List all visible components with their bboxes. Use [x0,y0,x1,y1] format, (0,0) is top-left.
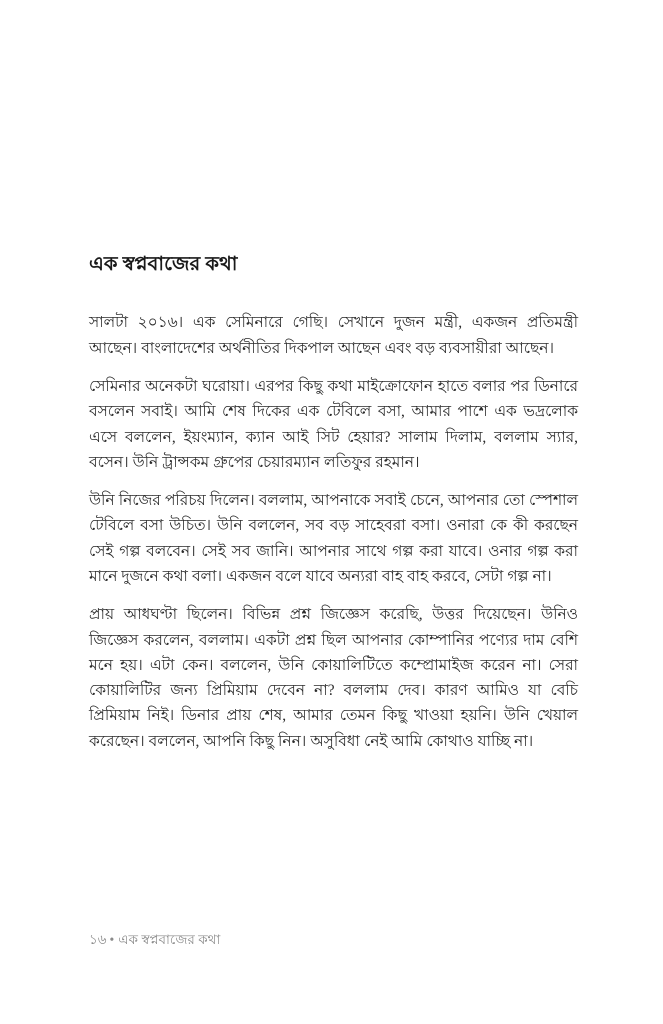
body-paragraph: উনি নিজের পরিচয় দিলেন। বললাম, আপনাকে সবাই চেনে, আপনার তো স্পেশাল টেবিলে বসা উচিত। উনি বললেন, সব বড় সাহেবরা বসা। ওনারা কে কী করছেন সেই গল্প বলবেন। সেই সব জানি। আপনার সাথে গল্প করা যাবে। ওনার গল্প করা মানে দুজনে কথা বলা। একজন বলে যাবে অন্যরা বাহ বাহ করবে, সেটা গল্প না। [89,492,578,585]
page-text-block [89,252,578,754]
bullet-separator-icon: • [109,932,115,947]
page-title: এক স্বপ্নবাজের কথা [89,254,238,275]
footer-running-title: এক স্বপ্নবাজের কথা [118,932,221,947]
body-paragraph: সেমিনার অনেকটা ঘরোয়া। এরপর কিছু কথা মাইক্রোফোন হাতে বলার পর ডিনারে বসলেন সবাই। আমি শেষ দিকের এক টেবিলে বসা, আমার পাশে এক ভদ্রলোক এসে বললেন, ইয়ংম্যান, ক্যান আই সিট হেয়ার? সালাম দিলাম, বললাম স্যার, বসেন। উনি ট্রান্সকম গ্রুপের চেয়ারম্যান লতিফুর রহমান। [89,377,578,471]
page-footer [89,930,578,950]
body-paragraph: প্রায় আধঘণ্টা ছিলেন। বিভিন্ন প্রশ্ন জিজ্ঞেস করেছি, উত্তর দিয়েছেন। উনিও জিজ্ঞেস করলেন, বললাম। একটা প্রশ্ন ছিল আপনার কোম্পানির পণ্যের দাম বেশি মনে হয়। এটা কেন। বললেন, উনি কোয়ালিটিতে কম্প্রোমাইজ করেন না। সেরা কোয়ালিটির জন্য প্রিমিয়াম দেবেন না? বললাম দেব। কারণ আমিও যা বেচি প্রিমিয়াম নিই। ডিনার প্রায় শেষ, আমার তেমন কিছু খাওয়া হয়নি। উনি খেয়াল করেছেন। বললেন, আপনি কিছু নিন। অসুবিধা নেই আমি কোথাও যাচ্ছি না। [89,606,578,750]
body-paragraph: সালটা ২০১৬। এক সেমিনারে গেছি। সেখানে দুজন মন্ত্রী, একজন প্রতিমন্ত্রী আছেন। বাংলাদেশের অর্থনীতির দিকপাল আছেন এবং বড় ব্যবসায়ীরা আছেন। [89,314,578,357]
footer-page-number: ১৬ [89,932,107,947]
